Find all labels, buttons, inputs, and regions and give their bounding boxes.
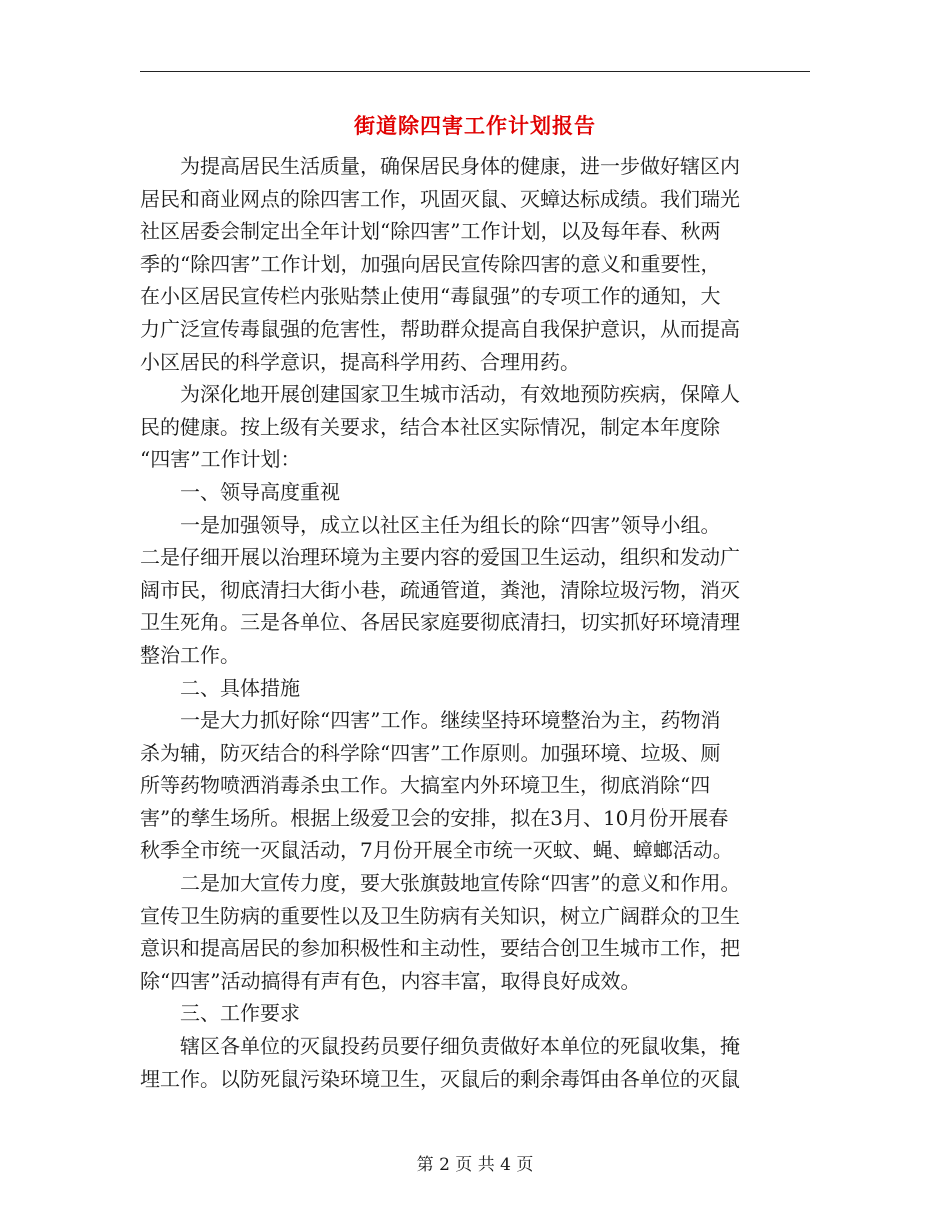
paragraph-line: “四害”工作计划： (140, 447, 301, 472)
paragraph-line: 秋季全市统一灭鼠活动，7月份开展全市统一灭蚊、蝇、蟑螂活动。 (140, 838, 733, 863)
section-heading: 三、工作要求 (180, 1001, 300, 1026)
paragraph-line: 在小区居民宣传栏内张贴禁止使用“毒鼠强”的专项工作的通知，大 (140, 284, 721, 309)
paragraph-line: 为深化地开展创建国家卫生城市活动，有效地预防疾病，保障人 (180, 382, 740, 407)
document-body (140, 150, 810, 1095)
section-heading: 二、具体措施 (180, 675, 300, 700)
paragraph-line: 宣传卫生防病的重要性以及卫生防病有关知识，树立广阔群众的卫生 (140, 903, 740, 928)
paragraph-line: 二是仔细开展以治理环境为主要内容的爱国卫生运动，组织和发动广 (140, 545, 740, 570)
paragraph-line: 季的“除四害”工作计划，加强向居民宣传除四害的意义和重要性， (140, 251, 721, 276)
paragraph-line: 所等药物喷洒消毒杀虫工作。大搞室内外环境卫生，彻底消除“四 (140, 773, 711, 798)
header-rule (140, 71, 810, 72)
paragraph-line: 小区居民的科学意识，提高科学用药、合理用药。 (140, 349, 580, 374)
paragraph-line: 杀为辅，防灭结合的科学除“四害”工作原则。加强环境、垃圾、厕 (140, 740, 721, 765)
paragraph-line: 一是大力抓好除“四害”工作。继续坚持环境整治为主，药物消 (180, 708, 721, 733)
paragraph-line: 辖区各单位的灭鼠投药员要仔细负责做好本单位的死鼠收集，掩 (180, 1034, 740, 1059)
paragraph-line: 害”的孳生场所。根据上级爱卫会的安排，拟在3月、10月份开展春 (140, 805, 729, 830)
paragraph-line: 埋工作。以防死鼠污染环境卫生，灭鼠后的剩余毒饵由各单位的灭鼠 (140, 1066, 740, 1091)
paragraph-line: 一是加强领导，成立以社区主任为组长的除“四害”领导小组。 (180, 512, 721, 537)
paragraph-line: 为提高居民生活质量，确保居民身体的健康，进一步做好辖区内 (180, 154, 740, 178)
paragraph-line: 力广泛宣传毒鼠强的危害性，帮助群众提高自我保护意识，从而提高 (140, 316, 740, 341)
paragraph-line: 民的健康。按上级有关要求，结合本社区实际情况，制定本年度除 (140, 414, 720, 439)
paragraph-line: 卫生死角。三是各单位、各居民家庭要彻底清扫，切实抓好环境清理 (140, 610, 740, 635)
paragraph-line: 除“四害”活动搞得有声有色，内容丰富，取得良好成效。 (140, 968, 641, 993)
paragraph-line: 整治工作。 (140, 642, 240, 667)
page-number-footer: 第 2 页 共 4 页 (416, 1155, 534, 1175)
section-heading: 一、领导高度重视 (180, 479, 340, 504)
paragraph-line: 社区居委会制定出全年计划“除四害”工作计划，以及每年春、秋两 (140, 219, 721, 244)
paragraph-line: 意识和提高居民的参加积极性和主动性，要结合创卫生城市工作，把 (140, 936, 740, 961)
paragraph-line: 阔市民，彻底清扫大街小巷，疏通管道，粪池，清除垃圾污物，消灭 (140, 577, 740, 602)
paragraph-line: 二是加大宣传力度，要大张旗鼓地宣传除“四害”的意义和作用。 (180, 871, 741, 896)
paragraph-line: 居民和商业网点的除四害工作，巩固灭鼠、灭蟑达标成绩。我们瑞光 (140, 186, 740, 211)
document-title: 街道除四害工作计划报告 (354, 113, 596, 138)
